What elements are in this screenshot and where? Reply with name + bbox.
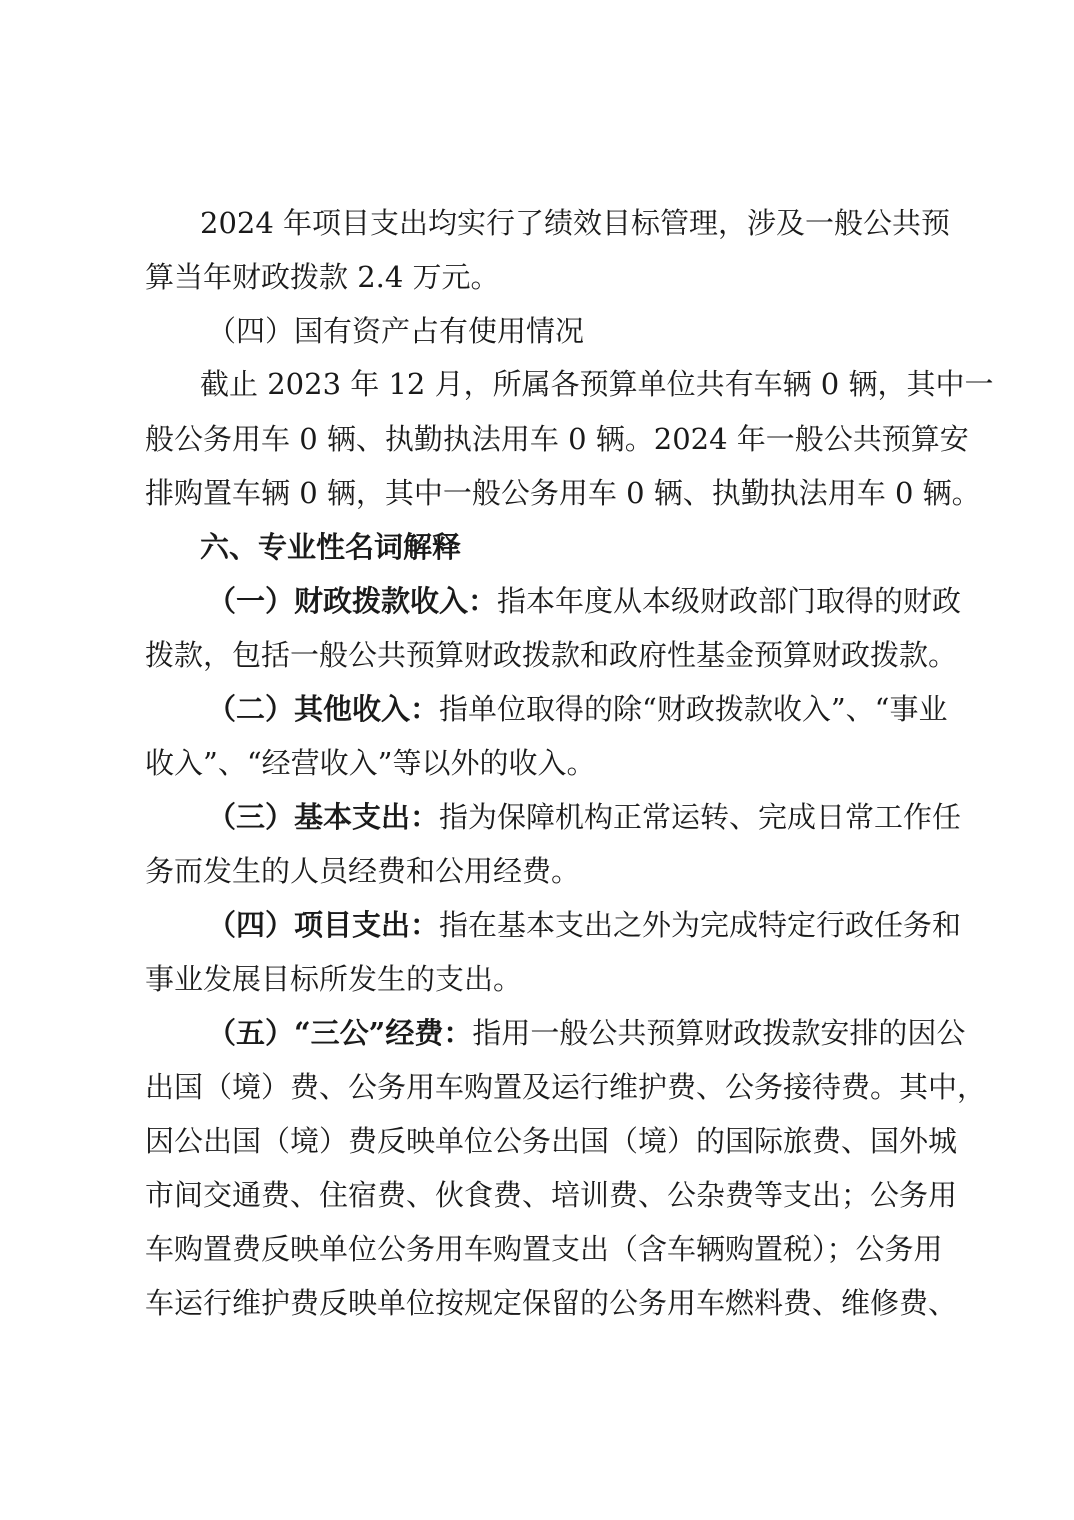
text-line: 车运行维护费反映单位按规定保留的公务用车燃料费、维修费、 xyxy=(145,1286,958,1320)
term-fiscal-appropriation xyxy=(0,573,1074,629)
term-other-income-cont xyxy=(0,735,1074,791)
term-definition: 指单位取得的除“财政拨款收入”、“事业 xyxy=(439,692,948,726)
term-project-expenditure-cont xyxy=(0,951,1074,1007)
heading-text: （四）国有资产占有使用情况 xyxy=(207,314,585,348)
term-label: （五）“三公”经费： xyxy=(207,1016,473,1050)
text-line: 拨款，包括一般公共预算财政拨款和政府性基金预算财政拨款。 xyxy=(145,638,958,672)
term-project-expenditure xyxy=(0,897,1074,953)
text-line: 出国（境）费、公务用车购置及运行维护费、公务接待费。其中， xyxy=(145,1070,987,1104)
heading-text: 六、专业性名词解释 xyxy=(200,530,462,564)
section-heading-glossary xyxy=(0,519,1074,575)
text-line: 务而发生的人员经费和公用经费。 xyxy=(145,854,581,888)
paragraph-vehicles-cont xyxy=(0,465,1074,521)
paragraph-performance xyxy=(0,195,1074,251)
term-three-public-expenses xyxy=(0,1005,1074,1061)
term-label: （四）项目支出： xyxy=(207,908,440,942)
text-line: 排购置车辆 0 辆，其中一般公务用车 0 辆、执勤执法用车 0 辆。 xyxy=(145,476,981,510)
term-three-public-expenses-cont xyxy=(0,1167,1074,1223)
paragraph-performance-cont xyxy=(0,249,1074,305)
section-heading-assets xyxy=(0,303,1074,359)
text-line: 收入”、“经营收入”等以外的收入。 xyxy=(145,746,596,780)
term-definition: 指在基本支出之外为完成特定行政任务和 xyxy=(439,908,962,942)
text-line: 2024 年项目支出均实行了绩效目标管理，涉及一般公共预 xyxy=(200,206,951,240)
term-three-public-expenses-cont xyxy=(0,1275,1074,1331)
text-line: 车购置费反映单位公务用车购置支出（含车辆购置税）；公务用 xyxy=(145,1232,943,1266)
term-label: （二）其他收入： xyxy=(207,692,440,726)
term-fiscal-appropriation-cont xyxy=(0,627,1074,683)
term-other-income xyxy=(0,681,1074,737)
term-three-public-expenses-cont xyxy=(0,1059,1074,1115)
paragraph-vehicles xyxy=(0,356,1074,412)
text-line: 截止 2023 年 12 月，所属各预算单位共有车辆 0 辆，其中一 xyxy=(200,367,994,401)
text-line: 算当年财政拨款 2.4 万元。 xyxy=(145,260,500,294)
text-line: 事业发展目标所发生的支出。 xyxy=(145,962,523,996)
text-line: 因公出国（境）费反映单位公务出国（境）的国际旅费、国外城 xyxy=(145,1124,958,1158)
term-definition: 指本年度从本级财政部门取得的财政 xyxy=(497,584,962,618)
term-three-public-expenses-cont xyxy=(0,1113,1074,1169)
term-definition: 指用一般公共预算财政拨款安排的因公 xyxy=(472,1016,966,1050)
term-basic-expenditure-cont xyxy=(0,843,1074,899)
text-line: 般公务用车 0 辆、执勤执法用车 0 辆。2024 年一般公共预算安 xyxy=(145,422,969,456)
term-basic-expenditure xyxy=(0,789,1074,845)
term-three-public-expenses-cont xyxy=(0,1221,1074,1277)
text-line: 市间交通费、住宿费、伙食费、培训费、公杂费等支出；公务用 xyxy=(145,1178,958,1212)
term-definition: 指为保障机构正常运转、完成日常工作任 xyxy=(439,800,962,834)
paragraph-vehicles-cont xyxy=(0,411,1074,467)
term-label: （三）基本支出： xyxy=(207,800,440,834)
term-label: （一）财政拨款收入： xyxy=(207,584,498,618)
